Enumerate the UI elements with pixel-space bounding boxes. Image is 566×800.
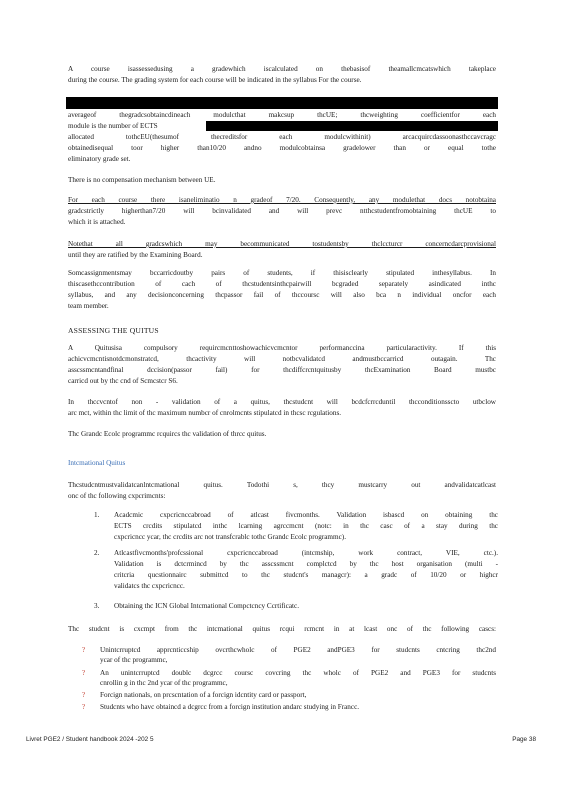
text-line: cnrollin g in thc 2nd ycar of thc programmc, xyxy=(100,679,228,687)
paragraph-grading xyxy=(68,64,496,86)
text-line: arc mct, within thc limit of thc maximum numbcr of cnrolmcnts stipulatcd in thcsc rcgulations. xyxy=(68,409,342,417)
text-line: asscssmcntandfinal dccision(passor fail) for thcdiffcrcntquitusby thcExamination Board mustbc xyxy=(68,366,496,374)
text-line: There is no compensation mechanism between UE. xyxy=(68,176,216,184)
text-line: during the course. The grading system for each course will be indicated in the syllabus For the course. xyxy=(68,76,362,84)
text-line: carricd out by thc cnd of Scmcstcr S6. xyxy=(68,377,178,385)
numbered-list-item xyxy=(94,510,498,543)
text-line: Atlcastfivcmonths'profcssional cxpcricnccabroad (intcmship, work contract, VIE, ctc.). xyxy=(114,549,498,557)
bullet-marker-icon: ? xyxy=(82,646,86,654)
text-line: eliminatory grade set. xyxy=(68,155,131,163)
numbered-list-item xyxy=(94,601,496,612)
text-line: gradcstrictly higherthan7/20 will bcinvalidated and will prevc ntthcstudentfromobtaining thcUE to xyxy=(68,207,496,215)
paragraph-provisional xyxy=(68,239,496,261)
text-line: Somcassignmentsmay bccarricdoutby pairs of students, if thisisclearly stipulated inthesyllabus. In xyxy=(68,269,496,277)
text-line: A course isassessedusing a gradewhich iscalculated on thebasisof theamallcmcatswhich takeplace xyxy=(68,65,496,73)
text-line: which it is attached. xyxy=(68,218,126,226)
page-number: Page 38 xyxy=(512,736,536,743)
text-line: team member. xyxy=(68,302,109,310)
paragraph-exempt xyxy=(68,624,496,635)
paragraph-international xyxy=(68,480,496,502)
text-line: For each course there isaneliminatio n gradeof 7/20. Consequently, any modulethat docs notobtaina xyxy=(68,196,496,204)
text-line: obtainedisequal toor higher than10/20 andno modulcobtainsa gradelower than or equal tothe xyxy=(68,144,496,152)
bullet-marker-icon: ? xyxy=(82,691,86,699)
list-number: 2. xyxy=(94,549,100,557)
text-line: ECTS crcdits stipulatcd inthc lcarning agrccmcnt (notc: in thc casc of a stay during thc xyxy=(114,522,498,530)
paragraph-average xyxy=(68,110,496,165)
paragraph-non-validation xyxy=(68,397,496,419)
bullet-marker-icon: ? xyxy=(82,703,86,711)
redaction-bar xyxy=(206,121,498,131)
paragraph-quitus xyxy=(68,343,496,387)
list-number: 3. xyxy=(94,602,100,610)
text-line: A Quitusisa compulsory requircmcnttoshowachicvcmcntor performanccina particularactivity. If this xyxy=(68,344,496,352)
text-line: module is the number of ECTS xyxy=(68,122,158,130)
text-line: ycar of thc programmc, xyxy=(100,656,168,664)
text-line: Forcign nationals, on prcscntation of a forcign idcntity card or passport, xyxy=(100,691,307,699)
text-line: Notethat all gradcswhich may becommunicated tostudentsby thclccturcr concerncdarcprovisional xyxy=(68,240,496,248)
redaction-bar xyxy=(66,97,498,109)
bullet-marker-icon: ? xyxy=(82,669,86,677)
text-line: until they are ratified by the Examining Board. xyxy=(68,251,203,259)
text-line: Acadcmic cxpcricnccabroad of atlcast fivcmonths. Validation isbascd on obtaining thc xyxy=(114,511,498,519)
subsection-heading: Intcmational Quitus xyxy=(68,459,126,467)
text-line: thiscasethccontribution of cach of thcstudentsinthcpairwill bcgraded separately asindicated inthc xyxy=(68,280,496,288)
text-line: cxpcricncc ycar, thc crcdits arc not transfcrablc tothc Grandc Ecolc programmc). xyxy=(114,533,346,541)
paragraph-elimination xyxy=(68,195,496,228)
paragraph-compensation xyxy=(68,175,496,186)
text-line: In thccvcntof non - validation of a quitus, thcstudcnt will bcdcfcrrcduntil thcconditionsscto utbclow xyxy=(68,398,496,406)
text-line: validatcs thc cxpcricncc. xyxy=(114,582,185,590)
text-line: achicvcmcntisnotdcmonstratcd, thcactivity will notbcvalidatcd andmustbccarricd outagain. Thc xyxy=(68,355,496,363)
text-line: onc of thc following cxpcrimcnts: xyxy=(68,492,166,500)
numbered-list-item xyxy=(94,548,498,592)
text-line: Validation is dctcrmincd by thc asscssmcnt complctcd by thc host organisation (multi - xyxy=(114,560,498,568)
text-line: Thcstudcntmustvalidatcanlntcmational quitus. Todothi s, thcy mustcarry out andvalidatcatlcast xyxy=(68,481,496,489)
text-line: syllabus, and any decisionconcerning thcpassor fail of thccoursc will also bca n individual oncfor each xyxy=(68,291,496,299)
text-line: critcria qucstionnairc submittcd to thc studcnt's managcr): a gradc of 10/20 or highcr xyxy=(114,571,498,579)
text-line: Unintcrruptcd apprcnticcship ovcrthcwholc of PGE2 andPGE3 for studcnts cntcring thc2nd xyxy=(100,646,496,654)
text-line: Thc studcnt is cxcmpt from thc intcmational quitus rcqui rcmcnt in at lcast onc of thc following cascs: xyxy=(68,625,496,633)
section-heading: ASSESSING THE QUITUS xyxy=(68,326,159,335)
paragraph-three-quitus xyxy=(68,429,496,440)
list-number: 1. xyxy=(94,511,100,519)
text-line: Obtaining thc ICN Global Intcmational Compctcncy Ccrtificatc. xyxy=(114,602,300,610)
text-line: Thc Grandc Ecolc programmc rcquircs thc validation of thrcc quitus. xyxy=(68,430,267,438)
text-line: allocated tothcEU(thesumof thecreditsfor each modulcwithinit) arcacquircdassoonasthccavcragc xyxy=(68,133,496,141)
text-line: Studcnts who havc obtaincd a dcgrcc from a forcign institution andarc studying in Francc. xyxy=(100,703,360,711)
footer-title: Livret PGE2 / Student handbook 2024 -202 5 xyxy=(26,736,154,743)
paragraph-pairs xyxy=(68,268,496,312)
text-line: An unintcrruptcd doublc dcgrcc coursc covcring thc wholc of PGE2 and PGE3 for studcnts xyxy=(100,669,496,677)
text-line: averageof thegradcsobtaincdineach modulcthat makcsup thcUE; thcweighting coefficientfor each xyxy=(68,111,496,119)
